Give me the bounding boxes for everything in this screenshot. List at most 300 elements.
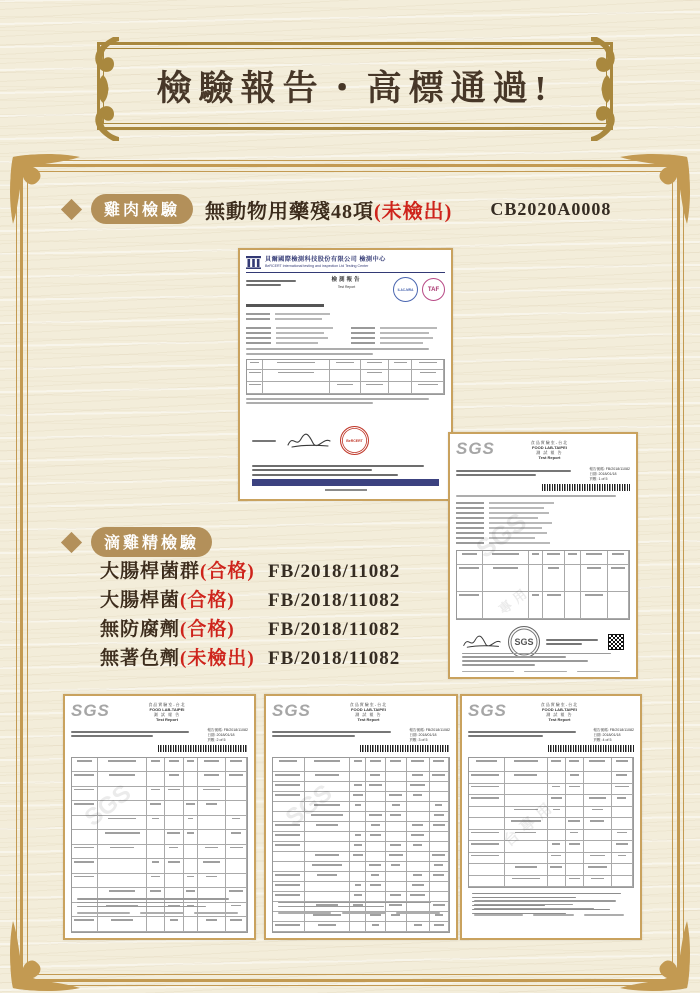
field-label (456, 517, 484, 519)
report-no-value: FB/2018/11082 (223, 728, 248, 732)
table-cell (147, 859, 165, 874)
bercert-company-en: BeRCERT International testing and inspection Ltd Testing Center (265, 264, 369, 269)
table-cell (98, 859, 147, 874)
date-label: 日期: (207, 733, 216, 738)
table-cell (350, 872, 366, 882)
text-line (342, 912, 386, 913)
text-line (390, 814, 401, 816)
text-line (568, 820, 580, 822)
sgs-meta (589, 467, 630, 482)
table-cell (305, 792, 351, 802)
table-cell (386, 832, 407, 842)
table-cell (198, 830, 226, 845)
text-line (462, 653, 611, 654)
sgs-lab-cn: 食品實驗室-台北 (540, 702, 579, 707)
sgs-result-table (456, 550, 630, 620)
table-cell (430, 832, 449, 842)
table-cell (72, 845, 98, 860)
text-line (275, 794, 300, 796)
sgs-header-titles (311, 702, 426, 722)
watermark: SGS (280, 779, 338, 832)
text-line (229, 890, 243, 892)
sgs-title-en: Test Report (155, 717, 178, 722)
table-cell (407, 782, 430, 792)
bercert-header (246, 256, 445, 269)
sgs-title-cn: 測 試 報 告 (546, 712, 573, 717)
table-cell (184, 801, 198, 816)
text-line (252, 465, 424, 467)
table-cell (469, 853, 505, 865)
text-line (434, 814, 444, 816)
sgs-meta (593, 728, 634, 743)
field-value (489, 512, 549, 514)
table-cell (366, 842, 385, 852)
table-cell (386, 792, 407, 802)
bercert-red-stamp-icon (340, 426, 369, 455)
table-cell (305, 922, 351, 932)
table-cell (184, 917, 198, 932)
table-header-cell (430, 758, 449, 772)
table-header-cell (584, 758, 612, 772)
table-cell (407, 812, 430, 822)
text-line (471, 786, 499, 788)
table-cell (273, 862, 305, 872)
table-cell (386, 812, 407, 822)
table-cell (612, 830, 633, 842)
page-value: 2 of 5 (216, 738, 226, 743)
text-line (371, 824, 380, 826)
field-value (489, 507, 544, 509)
signature-icon (462, 634, 502, 650)
text-line (392, 804, 400, 806)
text-line (551, 855, 561, 857)
table-cell (505, 818, 548, 830)
report-no-value: FB/2018/11082 (609, 728, 634, 732)
text-line (471, 843, 499, 845)
text-line (611, 567, 625, 569)
field-row (246, 316, 338, 321)
table-cell (226, 801, 247, 816)
table-cell (305, 812, 351, 822)
text-line (278, 906, 384, 907)
chicken-result: (未檢出) (374, 200, 453, 223)
text-line (279, 760, 297, 762)
table-cell (366, 872, 385, 882)
table-cell (350, 782, 366, 792)
text-line (250, 362, 259, 364)
text-line (275, 894, 300, 896)
text-line (317, 874, 337, 876)
table-cell (98, 772, 147, 787)
field-value (489, 527, 542, 529)
qr-code (608, 634, 624, 650)
bercert-stamp-label: BeRCERT (346, 438, 363, 443)
table-header-cell (457, 551, 483, 565)
table-cell (273, 792, 305, 802)
sgs-logo: SGS (71, 701, 110, 720)
table-cell (505, 830, 548, 842)
text-line (474, 900, 616, 901)
report-no-value: FB/2018/11082 (605, 467, 630, 471)
table-cell (361, 370, 389, 382)
text-line (230, 847, 243, 849)
text-line (468, 731, 576, 733)
bercert-title-cn: 檢測報告 (331, 277, 362, 283)
table-cell (548, 807, 566, 819)
text-line (514, 774, 537, 776)
field-label (456, 522, 484, 524)
text-line (569, 843, 580, 845)
table-cell (165, 874, 184, 889)
text-line (354, 760, 363, 762)
page-value: 4 of 5 (602, 738, 612, 743)
table-cell (389, 382, 413, 394)
text-line (615, 786, 628, 788)
text-line (551, 797, 562, 799)
text-line (476, 760, 496, 762)
text-line (152, 861, 159, 863)
text-line (591, 878, 604, 880)
table-cell (147, 816, 165, 831)
text-line (414, 924, 422, 926)
text-line (314, 760, 340, 762)
table-cell (263, 370, 330, 382)
text-line (252, 474, 398, 476)
report-no-label: 報告號碼: (593, 728, 609, 732)
table-cell (366, 802, 385, 812)
table-header-cell (247, 360, 263, 370)
table-cell (72, 830, 98, 845)
table-cell (430, 922, 449, 932)
field-value (276, 342, 319, 344)
table-cell (350, 812, 366, 822)
sgs-result-table (468, 757, 634, 888)
text-line (547, 594, 561, 596)
table-cell (226, 874, 247, 889)
table-cell (505, 807, 548, 819)
table-cell (165, 917, 184, 932)
text-line (412, 824, 423, 826)
table-cell (350, 922, 366, 932)
text-line (278, 372, 314, 374)
text-line (187, 876, 194, 878)
table-header-cell (198, 758, 226, 772)
table-cell (198, 917, 226, 932)
table-cell (483, 565, 529, 592)
text-line (353, 854, 364, 856)
table-cell (612, 841, 633, 853)
table-cell (584, 864, 612, 876)
ilac-stamp-icon (393, 277, 418, 302)
text-line (589, 760, 605, 762)
text-line (514, 809, 539, 811)
table-cell (184, 816, 198, 831)
watermark: SGS (79, 779, 137, 832)
table-cell (407, 862, 430, 872)
text-line (616, 774, 627, 776)
page-label: 頁數: (409, 738, 418, 743)
watermark: SGS (470, 506, 533, 564)
text-line (474, 914, 523, 915)
table-cell (305, 852, 351, 862)
text-line (336, 362, 354, 364)
date-label: 日期: (409, 733, 418, 738)
chicken-report-code: CB2020A0008 (490, 198, 612, 219)
date-value: 2018/01/18 (216, 733, 235, 738)
text-line (105, 832, 140, 834)
text-line (312, 864, 342, 866)
field-value (276, 332, 325, 334)
text-line (151, 789, 159, 791)
table-cell (273, 842, 305, 852)
text-line (275, 784, 300, 786)
text-line (206, 876, 217, 878)
text-line (547, 553, 559, 555)
text-line (230, 760, 242, 762)
test-item-name (100, 585, 268, 612)
item-result: (合格) (180, 619, 235, 640)
table-cell (273, 852, 305, 862)
item-name: 無著色劑 (100, 648, 181, 669)
text-line (413, 874, 422, 876)
report-no-label: 報告號碼: (409, 728, 425, 732)
table-cell (98, 801, 147, 816)
table-cell (350, 852, 366, 862)
table-header-cell (566, 758, 584, 772)
field-label (351, 342, 376, 344)
table-header-cell (581, 551, 609, 565)
text-line (394, 362, 407, 364)
text-line (462, 664, 535, 665)
table-cell (543, 592, 565, 619)
banner-frame (97, 42, 613, 130)
field-label (351, 327, 376, 329)
table-cell (430, 852, 449, 862)
table-cell (386, 862, 407, 872)
frame-corner-ornament-icon (618, 152, 692, 226)
text-line (587, 567, 601, 569)
table-cell (366, 782, 385, 792)
item-name: 大腸桿菌 (100, 590, 181, 611)
text-line (390, 760, 402, 762)
table-cell (457, 565, 483, 592)
text-line (74, 876, 94, 878)
text-line (492, 553, 518, 555)
text-line (396, 912, 440, 913)
table-cell (505, 841, 548, 853)
text-line (231, 832, 241, 834)
table-header-cell (386, 758, 407, 772)
table-cell (72, 816, 98, 831)
text-line (246, 280, 296, 282)
table-cell (184, 874, 198, 889)
text-line (418, 384, 438, 386)
text-line (590, 820, 604, 822)
table-cell (407, 922, 430, 932)
table-cell (147, 787, 165, 802)
table-cell (608, 565, 629, 592)
section-chicken-header (64, 194, 611, 224)
table-cell (612, 807, 633, 819)
text-line (569, 786, 580, 788)
text-line (355, 804, 361, 806)
table-cell (548, 830, 566, 842)
text-line (354, 844, 363, 846)
signature-icon (286, 432, 332, 450)
table-cell (184, 830, 198, 845)
text-line (471, 797, 499, 799)
table-cell (350, 882, 366, 892)
table-cell (366, 922, 385, 932)
table-cell (273, 872, 305, 882)
item-report-no: FB/2018/11082 (268, 561, 401, 582)
text-line (617, 832, 627, 834)
table-cell (330, 370, 362, 382)
sgs-lab-en: FOOD LAB-TAIPEI (532, 445, 567, 450)
table-cell (198, 816, 226, 831)
table-cell (469, 795, 505, 807)
text-line (187, 760, 195, 762)
table-cell (184, 845, 198, 860)
table-cell (147, 830, 165, 845)
text-line (471, 774, 499, 776)
table-cell (407, 792, 430, 802)
table-header-cell (98, 758, 147, 772)
table-cell (566, 772, 584, 784)
text-line (355, 834, 362, 836)
table-header-cell (263, 360, 330, 370)
text-line (369, 784, 381, 786)
date-label: 日期: (589, 472, 598, 477)
sgs-footer (462, 650, 624, 674)
table-header-cell (608, 551, 629, 565)
date-value: 2018/01/18 (418, 733, 437, 738)
text-line (246, 402, 373, 404)
table-header-cell (361, 360, 389, 370)
text-line (577, 671, 620, 672)
sgs-certificate-p4 (460, 694, 642, 940)
table-cell (566, 830, 584, 842)
diamond-icon (61, 531, 82, 552)
table-cell (305, 872, 351, 882)
text-line (586, 553, 601, 555)
text-line (318, 924, 336, 926)
text-line (369, 864, 381, 866)
table-cell (273, 782, 305, 792)
text-line (110, 847, 134, 849)
table-cell (548, 864, 566, 876)
field-row (351, 340, 446, 345)
text-line (412, 774, 424, 776)
text-line (472, 893, 621, 894)
text-line (370, 834, 381, 836)
text-line (168, 789, 180, 791)
text-line (77, 902, 183, 903)
report-no-label: 報告號碼: (207, 728, 223, 732)
text-line (432, 854, 445, 856)
table-cell (72, 801, 98, 816)
field-label (351, 332, 376, 334)
table-cell (386, 882, 407, 892)
sgs-footer (474, 898, 628, 918)
text-line (275, 924, 300, 926)
field-row (456, 540, 564, 545)
text-line (493, 567, 518, 569)
text-line (515, 832, 536, 834)
field-value (380, 342, 423, 344)
table-cell (386, 852, 407, 862)
sgs-footer (77, 896, 242, 916)
bercert-title-en: Test Report (337, 284, 356, 289)
table-cell (386, 872, 407, 882)
text-line (246, 398, 429, 400)
table-cell (147, 772, 165, 787)
table-cell (412, 382, 444, 394)
text-line (588, 866, 607, 868)
table-cell (584, 853, 612, 865)
table-header-cell (147, 758, 165, 772)
table-cell (548, 876, 566, 888)
field-label (246, 327, 271, 329)
text-line (411, 834, 424, 836)
table-cell (407, 842, 430, 852)
table-cell (565, 592, 580, 619)
table-cell (430, 792, 449, 802)
table-header-cell (165, 758, 184, 772)
table-cell (184, 787, 198, 802)
table-cell (430, 862, 449, 872)
table-cell (98, 816, 147, 831)
table-cell (98, 917, 147, 932)
field-value (275, 313, 331, 315)
table-cell (247, 370, 263, 382)
text-line (170, 919, 178, 921)
essence-list (100, 556, 400, 672)
table-header-cell (543, 551, 565, 565)
chicken-desc-text: 無動物用藥殘48項 (205, 200, 375, 223)
item-result: (合格) (200, 561, 255, 582)
table-cell (469, 807, 505, 819)
text-line (151, 760, 161, 762)
table-cell (407, 852, 430, 862)
text-line (150, 890, 162, 892)
sgs-footer (278, 900, 444, 916)
text-line (204, 774, 218, 776)
table-cell (581, 565, 609, 592)
text-line (366, 384, 384, 386)
text-line (169, 774, 179, 776)
text-line (471, 832, 499, 834)
table-cell (430, 772, 449, 782)
text-line (354, 894, 362, 896)
table-header-cell (505, 758, 548, 772)
text-line (71, 731, 189, 733)
field-value (380, 332, 429, 334)
text-line (369, 814, 382, 816)
text-line (370, 760, 381, 762)
sgs-lab-cn: 食品實驗室-台北 (148, 702, 186, 707)
field-label (456, 512, 484, 514)
list-item (100, 585, 400, 614)
sgs-header-titles (507, 702, 612, 722)
text-line (151, 876, 161, 878)
text-line (371, 874, 379, 876)
text-line (204, 760, 220, 762)
text-line (367, 362, 382, 364)
text-line (275, 774, 300, 776)
text-line (77, 912, 130, 913)
sgs-meta (409, 728, 450, 743)
